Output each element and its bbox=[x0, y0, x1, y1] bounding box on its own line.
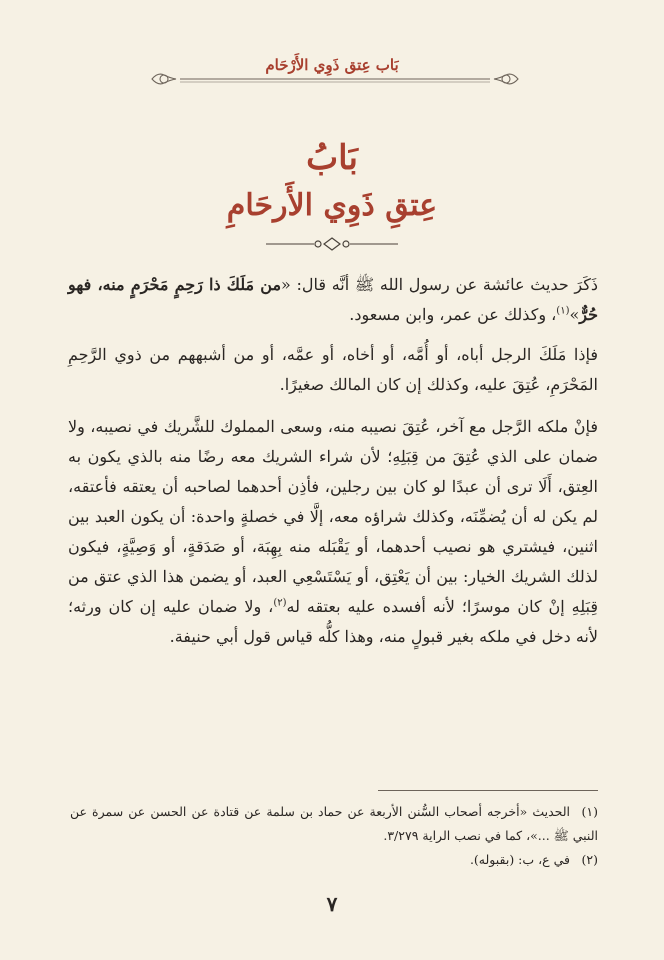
footnote-ref-2[interactable]: (٢) bbox=[273, 597, 287, 609]
footnotes bbox=[70, 800, 598, 872]
paragraph-1: ذَكَرَ حديث عائشة عن رسول الله ﷺ أنَّه قال: «من مَلَكَ ذا رَحِمٍ مَحْرَمٍ منه، فهو حُرٌّ»$^{(١)}$، وكذلك عن عمر، وابن مسعود. bbox=[68, 275, 598, 324]
title-ornament bbox=[262, 236, 402, 252]
chapter-word: بَابُ bbox=[306, 138, 358, 178]
paragraph-2: فإذا مَلَكَ الرجل أباه، أو أُمَّه، أو أخاه، أو عمَّه، أو من أشبههم من ذوي الرَّحِمِ المَحْرَمِ، عُتِقَ عليه، وكذلك إن كان المالك صغيرًا. bbox=[68, 345, 599, 394]
footnote-separator bbox=[378, 790, 598, 791]
body-text bbox=[68, 270, 598, 664]
paragraph-3: فإنْ ملكه الرَّجل مع آخر، عُتِقَ نصيبه منه، وسعى المملوك للشَّريك في نصيبه، ولا ضمان على الذي عُتِقَ من قِبَلِهِ؛ لأن شراء الشريك معه رضًا منه بالذي يكون به العِتق، أَلَا ترى أن عبدًا لو كان بين رجلين، فأذِن أحدهما لصاحبه أن يعتقه فأعتقه، لم يكن له أن يُضمِّنَه، وكذلك شراؤه معه، إلَّا في خصلةٍ واحدة: أن يكون العبد بين اثنين، فيشتري هو نصيب أحدهما، أو يَقْبَله منه بِهِبَة، أو صَدَقةٍ، أو وَصِيَّةٍ، فيكون لذلك الشريك الخيار: بين أن يَعْتِق، أو يَسْتَسْعِي العبد، أو يضمن هذا الذي عتق من قِبَلِهِ إنْ كان موسرًا؛ لأنه أفسده عليه بعتقه له$^{(٢)}$، ولا ضمان عليه إن كان ورثه؛ لأنه دخل في ملكه بغير قبولٍ منه، وهذا كلُّه قياس قول أبي حنيفة. bbox=[68, 417, 598, 646]
hadith-quote: من مَلَكَ ذا رَحِمٍ مَحْرَمٍ منه، فهو حُرٌّ bbox=[68, 275, 598, 324]
running-header: بَاب عِتق ذَوِي الأَرْحَام bbox=[265, 56, 399, 74]
page-number: ٧ bbox=[326, 892, 338, 916]
header-ornament-rule bbox=[150, 72, 520, 86]
footnote-2: (٢)في ع، ب: (بقبوله). bbox=[469, 852, 598, 867]
chapter-title: عِتقِ ذَوِي الأَرحَامِ bbox=[226, 188, 438, 223]
footnote-ref-1[interactable]: (١) bbox=[556, 305, 570, 317]
footnote-1: (١)الحديث «أخرجه أصحاب السُّنن الأربعة عن حماد بن سلمة عن قتادة عن الحسن عن سمرة عن النبي ﷺ ...»، كما في نصب الراية ٣/٢٧٩. bbox=[70, 804, 598, 843]
